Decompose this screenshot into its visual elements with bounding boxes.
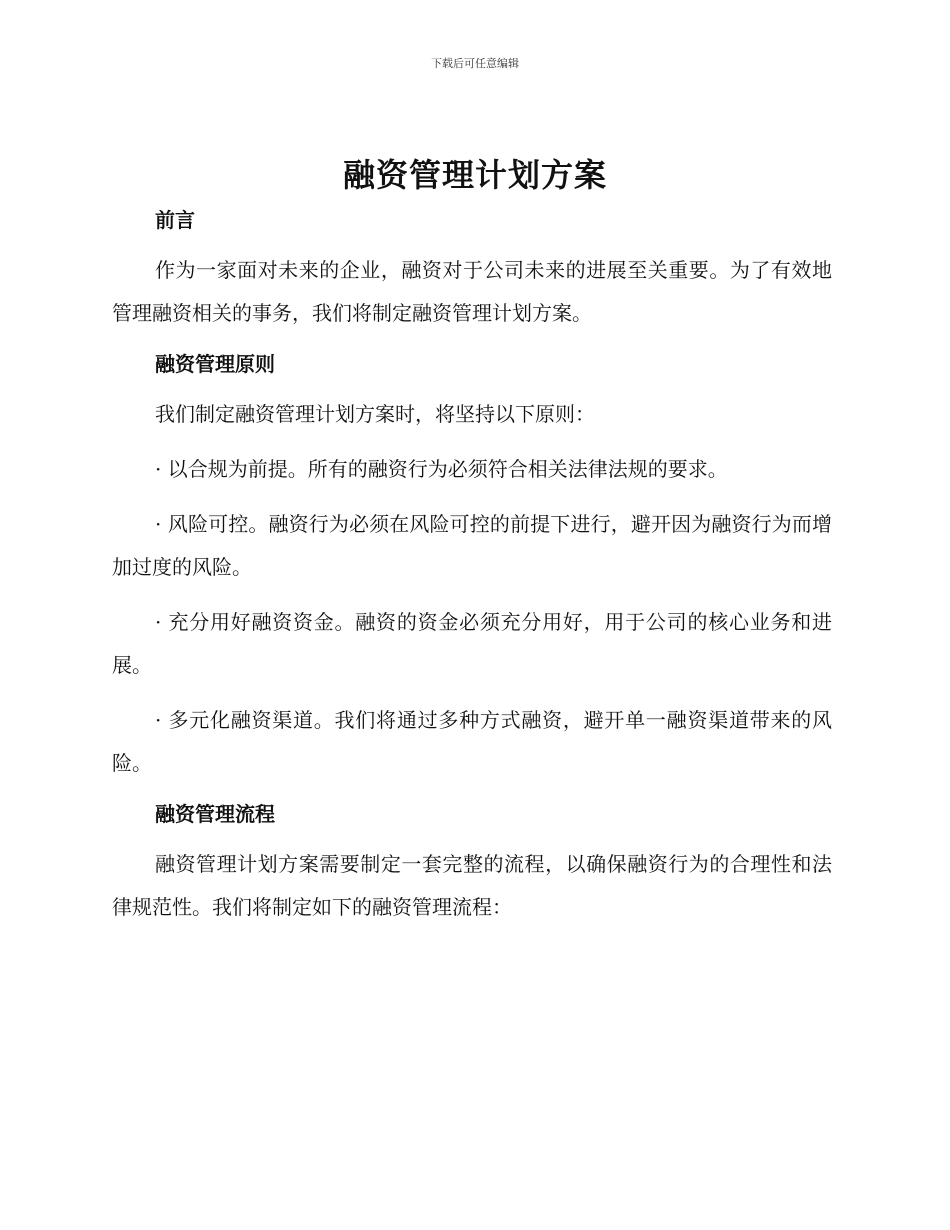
principle-item: · 以合规为前提。所有的融资行为必须符合相关法律法规的要求。 (155, 457, 728, 481)
principle-item: · 风险可控。融资行为必须在风险可控的前提下进行，避开因为融资行为而增加过度的风险。 (112, 512, 832, 579)
process-paragraph: 融资管理计划方案需要制定一套完整的流程，以确保融资行为的合理性和法律规范性。我们将制定如下的融资管理流程： (112, 852, 832, 919)
preface-paragraph: 作为一家面对未来的企业，融资对于公司未来的进展至关重要。为了有效地管理融资相关的事务，我们将制定融资管理计划方案。 (112, 258, 832, 325)
document-title: 融资管理计划方案 (342, 156, 607, 194)
principle-item: · 充分用好融资资金。融资的资金必须充分用好，用于公司的核心业务和进展。 (112, 610, 832, 677)
principles-intro: 我们制定融资管理计划方案时，将坚持以下原则： (155, 402, 595, 426)
section-heading-process: 融资管理流程 (155, 802, 275, 826)
principle-item: · 多元化融资渠道。我们将通过多种方式融资，避开单一融资渠道带来的风险。 (112, 708, 832, 775)
section-heading-principles: 融资管理原则 (155, 352, 275, 376)
header-note: 下载后可任意编辑 (431, 57, 519, 70)
document-body (112, 203, 832, 929)
section-heading-preface: 前言 (155, 208, 195, 232)
